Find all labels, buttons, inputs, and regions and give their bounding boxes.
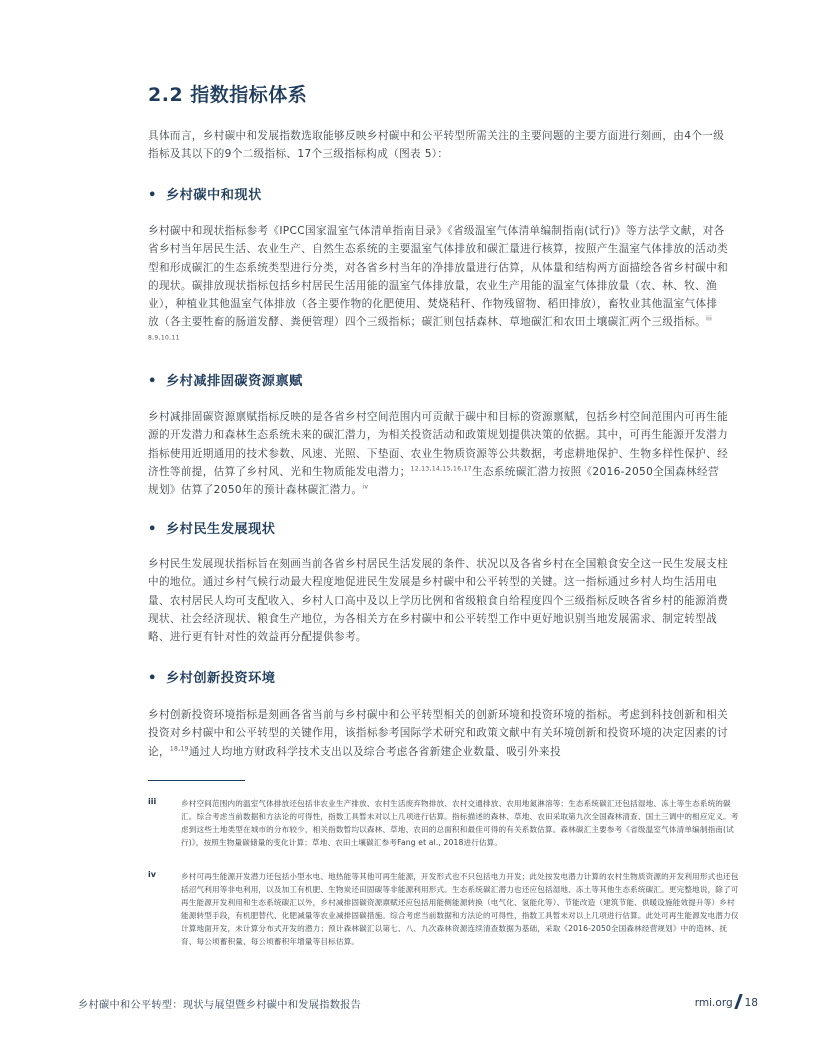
paragraph-carbon-status: 乡村碳中和现状指标参考《IPCC国家温室气体清单指南目录》《省级温室气体清单编制指南(试行)》等方法学文献，对各省乡村当年居民生活、农业生产、自然生态系统的主要温室气体排放和碳汇量进行核算，按照产生温室气体排放的活动类型和形成碳汇的生态系统类型进行分类，对各省乡村当年的净排放量进行估算，从体量和结构两方面描绘各省乡村碳中和的现状。碳排放现状指标包括乡村居民生活用能的温室气体排放量，农业生产用能的温室气体排放量（农、林、牧、渔业），种植业其他温室气体排放（各主要作物的化肥使用、焚烧秸秆、作物残留物、稻田排放），畜牧业其他温室气体排放（各主要牲畜的肠道发酵、粪便管理）四个三级指标；碳汇则包括森林、草地碳汇和农田土壤碳汇两个三级指标。$^{iii 8,9,10,11}$ [148,225,729,342]
page-number: 18 [744,997,758,1009]
footnote-text: 乡村可再生能源开发潜力还包括小型水电、地热能等其他可再生能源，开发形式也不只包括电力开发；此处按发电潜力计算的农村生物质资源的开发利用形式也还包括沼气利用等非电利用，以及加工有机肥、生物炭还田固碳等非能源利用形式。生态系统碳汇潜力也还应包括湿地、冻土等其他生态系统碳汇。更完整地说，除了可再生能源开发利用和生态系统碳汇以外，乡村减排固碳资源禀赋还应包括用能侧能源转换（电气化、氢能化等）、节能改造（建筑节能、供暖设施能效提升等）乡村能源转型手段，有机肥替代、化肥减量等农业减排固碳措施。综合考虑当前数据和方法论的可得性，指数工具暂未对以上几项进行估算。此处可再生能源发电潜力仅计算地面开发，未计算分布式开发的潜力；预计森林碳汇以第七、八、九次森林资源连续清查数据为基础，采取《2016-2050全国森林经营规划》中的造林、抚育、每公顷蓄积量、每公顷蓄积年增量等目标估算。 [181,872,739,946]
bullet-icon: • [148,188,157,203]
subsection-heading-resource-endowment: • 乡村减排固碳资源禀赋 [148,374,303,389]
subsection-heading-carbon-status: • 乡村碳中和现状 [148,188,262,203]
footer-site-link[interactable]: rmi.org [694,997,733,1009]
section-heading: 2.2 指数指标体系 [148,84,308,106]
footer-report-title: 乡村碳中和公平转型：现状与展望暨乡村碳中和发展指数报告 [78,1000,362,1011]
paragraph-resource-endowment: 乡村减排固碳资源禀赋指标反映的是各省乡村空间范围内可贡献于碳中和目标的资源禀赋，包括乡村空间范围内可再生能源的开发潜力和森林生态系统未来的碳汇潜力，为相关投资活动和政策规划提供决策的依据。其中，可再生能源开发潜力指标使用近期通用的技术参数、风速、光照、下垫面、农业生物质资源等公共数据，考虑耕地保护、生物多样性保护、经济性等前提，估算了乡村风、光和生物质能发电潜力；$^{12,13,14,15,16,17}$生态系统碳汇潜力按照《2016-2050全国森林经营规划》估算了2050年的预计森林碳汇潜力。$^{iv}$ [148,411,729,497]
footnote-divider [148,780,245,781]
footnote-id: iv [148,870,156,879]
paragraph-livelihood: 乡村民生发展现状指标旨在刻画当前各省乡村居民生活发展的条件、状况以及各省乡村在全国粮食安全这一民生发展支柱 中的地位。通过乡村气候行动最大程度地促进民生发展是乡村碳中和公平转型的关键。这一指标通过乡村人均生活用电量、农村居民人均可支配收入、乡村人口高中及以上学历比例和省级粮食自给程度四个三级指标反映各省乡村的能源消费现状、社会经济现状、粮食生产地位，为各相关方在乡村碳中和公平转型工作中更好地识别当地发展需求、制定转型战略、进行更有针对性的效益再分配提供参考。 [148,558,729,644]
reference-marker: iii 8,9,10,11 [148,315,713,342]
footer-page-info [695,994,758,1009]
intro-paragraph: 具体而言，乡村碳中和发展指数选取能够反映乡村碳中和公平转型所需关注的主要问题的主要方面进行刻画，由4个一级指标及其以下的9个二级指标、17个三级指标构成（图表 5）： [148,130,725,161]
reference-marker: 12,13,14,15,16,17 [410,465,472,473]
subsection-heading-innovation-investment: • 乡村创新投资环境 [148,671,276,686]
subsection-heading-livelihood: • 乡村民生发展现状 [148,522,276,537]
footnote-text: 乡村空间范围内的温室气体排放还包括非农业生产排放、农村生活废弃物排放、农村交通排放、农用地氮淋溶等；生态系统碳汇还包括湿地、冻土等生态系统的碳汇。综合考虑当前数据和方法论的可得性，指数工具暂未对以上几项进行估算。指标描述的森林、草地、农田采取第九次全国森林清查、国土三调中的相应定义。考虑到这些土地类型在城市的分布较少，相关指数暂均以森林、草地、农田的总面积和最佳可得的有关系数估算。森林碳汇主要参考《省级温室气体清单编制指南(试行)》，按照生物量碳储量的变化计算；草地、农田土壤碳汇参考Fang et al., 2018进行估算。 [181,799,739,847]
footnote-marker: iv [362,483,369,491]
bullet-icon: • [148,522,157,537]
paragraph-innovation-investment: 乡村创新投资环境指标是刻画各省当前与乡村碳中和公平转型相关的创新环境和投资环境的指标。考虑到科技创新和相关投资对乡村碳中和公平转型的关键作用，该指标参考国际学术研究和政策文献中有关环境创新和投资环境的决定因素的讨论，$^{18,19}$通过人均地方财政科学技术支出以及综合考虑各省新建企业数量、吸引外来投 [148,709,729,758]
bullet-icon: • [148,374,157,389]
footnote-id: iii [148,797,157,806]
slash-divider-icon [734,994,742,1009]
bullet-icon: • [148,671,157,686]
reference-marker: 18,19 [169,745,189,753]
